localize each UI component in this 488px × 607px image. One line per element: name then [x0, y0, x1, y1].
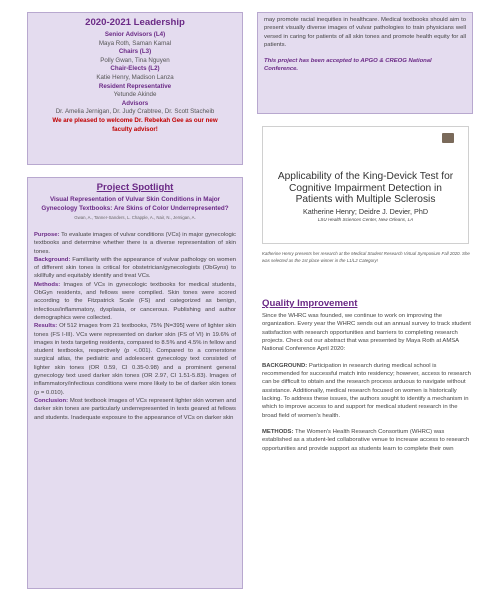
welcome-line: We are pleased to welcome Dr. Rebekah Gee as our new	[52, 116, 218, 124]
spotlight-title: Project Spotlight	[96, 182, 174, 193]
leadership-title: 2020-2021 Leadership	[85, 17, 185, 28]
conclusion-text: Most textbook images of VCs represent lighter skin women and darker skin tones are particularly underrepresented in texts geared at fellows and students. Inadequate exposure to the appearance of VCs on darker skin	[34, 397, 237, 421]
research-poster-image	[262, 126, 469, 244]
results-paragraph	[34, 322, 236, 397]
leadership-role: Chairs (L3)	[118, 48, 152, 56]
quality-background-text: Participation in research during medical school is recommended for successful match into residency; however, access to research can be difficult to obtain and the research process arduous to navigate without assistance. Additionally, medical research focused on women is historically lacking. To address these issues, the authors sought to identify a mechanism in which to improve access to and support for medical student research in the broad field of women's health.	[262, 362, 471, 419]
quality-background	[262, 362, 472, 420]
leadership-role: Resident Representative	[98, 82, 172, 90]
presenter-photo	[442, 133, 454, 143]
results-text: Of 512 images from 21 textbooks, 75% [N=395] were of lighter skin tones (FS I-III). VCs were represented on darker skin (FS of VI) in 19.6% of images in texts targeting residents, compared to 8.5% and 4.5% in fellow and student textbooks, respectively (p <.001). Compared to a cornerstone surgical atlas, the pediatric and adolescent gynecology text consisted of lighter skin tones (OR 0.59, CI 0.35-0.98) and a prominent general gynecology text used darker skin tones (OR 2.97, CI 1.51-5.83). Images of inflammatory/infectious conditions were more likely to be of darker skin tones (p = 0.010).	[34, 323, 236, 396]
leadership-names: Maya Roth, Saman Kamal	[98, 39, 172, 47]
spotlight-continued-box	[257, 12, 473, 114]
poster-affiliation: LSU Health Sciences Center, New Orleans, LA	[317, 216, 414, 222]
leadership-names: Polly Gwan, Tina Nguyen	[100, 56, 170, 64]
welcome-line: faculty advisor!	[112, 125, 158, 133]
leadership-names: Dr. Amelia Jernigan, Dr. Judy Crabtree, Dr. Scott Stacheib	[55, 108, 215, 116]
quality-improvement-section	[262, 297, 472, 461]
leadership-role: Senior Advisors (L4)	[104, 31, 166, 38]
spotlight-subtitle: Visual Representation of Vulvar Skin Conditions in Major Gynecology Textbooks: Are Skins of Color Underrepresented?	[41, 196, 229, 212]
poster-caption: Katherine Henry presents her research at the Medical Student Research Virtual Symposium Fall 2020. She was selected as the 1st place winner in the L1/L2 Category!	[262, 251, 470, 263]
purpose-label: Purpose:	[34, 232, 60, 238]
poster-title: Applicability of the King-Devick Test for Cognitive Impairment Detection in Patients with Multiple Sclerosis	[277, 171, 454, 205]
leadership-role: Advisors	[121, 99, 149, 107]
poster-authors: Katherine Henry; Deidre J. Devier, PhD	[302, 206, 429, 216]
quality-methods-label: METHODS:	[262, 429, 294, 436]
quality-background-label: BACKGROUND:	[262, 362, 308, 369]
methods-paragraph	[34, 281, 236, 322]
quality-intro: Since the WHRC was founded, we continue to work on improving the organization. Every year the WHRC sends out an annual survey to track student satisfaction with research opportunities and barriers to completing research projects. Check out our abstract that was presented by Maya Roth at AMSA National Conference April 2020:	[262, 313, 471, 353]
leadership-names: Yetunde Akinde	[113, 91, 157, 99]
purpose-text: To evaluate images of vulvar conditions (VCs) in major gynecologic textbooks and determine whether there is a diverse representation of skin tones.	[34, 232, 236, 255]
methods-text: Images of VCs in gynecologic textbooks for medical students, ObGyn residents, and fellows were compiled. Skin tones were scored according to the Fitzpatrick Scale (FS) and categorized as benign, infectious/inflammatory, dysplasia, or cancerous. Publishing and author demographics were collected.	[34, 281, 237, 321]
results-label: Results:	[34, 323, 58, 330]
leadership-role: Chair-Elects (L2)	[110, 65, 160, 73]
background-label: Background:	[34, 256, 71, 263]
quality-methods	[262, 428, 472, 453]
quality-title: Quality Improvement	[262, 298, 358, 309]
accepted-note: This project has been accepted to APGO & CREOG National Conference.	[264, 58, 432, 73]
leadership-box	[27, 12, 243, 165]
project-spotlight-box	[27, 177, 243, 589]
conclusion-label: Conclusion:	[34, 397, 69, 404]
leadership-names: Katie Henry, Madison Lanza	[96, 73, 174, 81]
background-text: Familiarity with the appearance of vulvar pathology on women of different skin tones is critical for obstetrician/gynecologists (ObGyns) to skillfully and equitably identify and treat VCs.	[34, 256, 236, 280]
spotlight-authors: Gwan, A., Tanner-Sanders, L. Chapple, A., Nair, N., Jernigan, A.	[74, 215, 196, 220]
continued-text: may promote racial inequities in healthcare. Medical textbooks should aim to present visually diverse images of vulvar pathologies to train physicians well versed in caring for patients of all skin tones and promote health equity for all patients.	[264, 17, 466, 48]
methods-label: Methods:	[34, 281, 61, 288]
background-paragraph	[34, 256, 236, 281]
conclusion-paragraph	[34, 397, 236, 422]
quality-methods-text: The Women's Health Research Consortium (WHRC) was established as a student-led collaborative venue to increase access to research opportunities and provide support as students learn to complete their own	[262, 429, 470, 452]
purpose-paragraph	[34, 231, 236, 256]
